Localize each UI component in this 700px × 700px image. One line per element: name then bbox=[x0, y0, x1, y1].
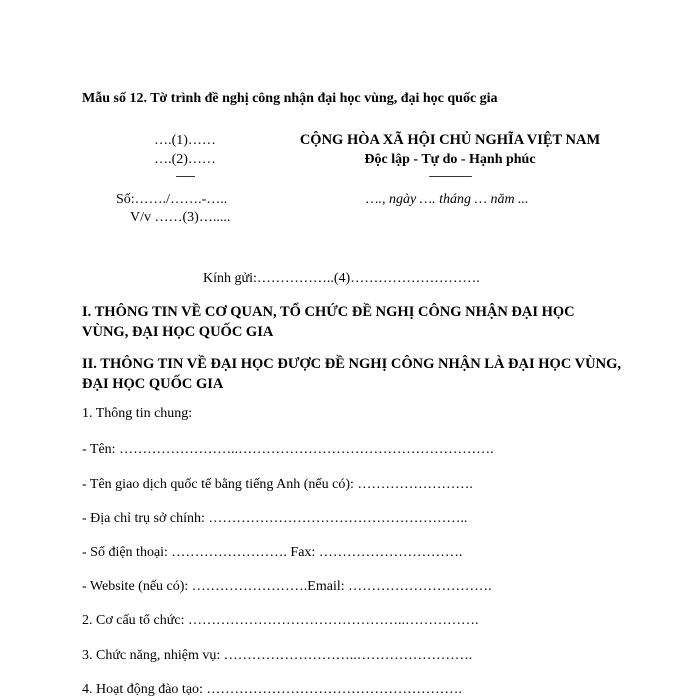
field-general-info: 1. Thông tin chung: bbox=[82, 406, 193, 421]
form-title: Mẫu số 12. Tờ trình đề nghị công nhận đại học vùng, đại học quốc gia bbox=[82, 91, 498, 106]
document-number: Số:……./…….-….. bbox=[116, 192, 228, 207]
recipient-line: Kính gửi:……………..(4)………………………. bbox=[203, 271, 480, 286]
section-2-heading: II. THÔNG TIN VỀ ĐẠI HỌC ĐƯỢC ĐỀ NGHỊ CÔNG NHẬN LÀ ĐẠI HỌC VÙNG, ĐẠI HỌC QUỐC GIA bbox=[82, 356, 621, 392]
field-international-name: - Tên giao dịch quốc tế bằng tiếng Anh (nếu có): ……………………. bbox=[82, 477, 473, 492]
agency-line-2: ….(2)…… bbox=[154, 152, 216, 167]
field-structure: 2. Cơ cấu tổ chức: ………………………………………..……………. bbox=[82, 613, 479, 628]
field-training: 4. Hoạt động đào tạo: ………………………………………………. bbox=[82, 682, 462, 697]
left-header-rule: ------- bbox=[175, 170, 195, 182]
nation-title: CỘNG HÒA XÃ HỘI CHỦ NGHĨA VIỆT NAM bbox=[299, 132, 601, 148]
field-address: - Địa chỉ trụ sở chính: ……………………………………………….. bbox=[82, 511, 468, 526]
field-functions: 3. Chức năng, nhiệm vụ: ………………………..……………………. bbox=[82, 648, 473, 663]
left-header bbox=[110, 131, 260, 183]
section-1-heading: I. THÔNG TIN VỀ CƠ QUAN, TỔ CHỨC ĐỀ NGHỊ CÔNG NHẬN ĐẠI HỌC VÙNG, ĐẠI HỌC QUỐC GIA bbox=[82, 304, 575, 340]
right-header-rule: ---------------- bbox=[428, 170, 472, 182]
agency-line-1: ….(1)…… bbox=[154, 133, 216, 148]
right-header bbox=[280, 130, 620, 183]
document-date: …., ngày …. tháng … năm ... bbox=[366, 192, 529, 207]
document-subject: V/v ……(3)…..... bbox=[130, 210, 231, 225]
field-name: - Tên: ……………………..………………………………………………. bbox=[82, 442, 494, 457]
national-motto: Độc lập - Tự do - Hạnh phúc bbox=[364, 152, 536, 167]
field-phone-fax: - Số điện thoại: ……………………. Fax: …………………………. bbox=[82, 545, 463, 560]
field-website-email: - Website (nếu có): …………………….Email: …………………………. bbox=[82, 579, 492, 594]
